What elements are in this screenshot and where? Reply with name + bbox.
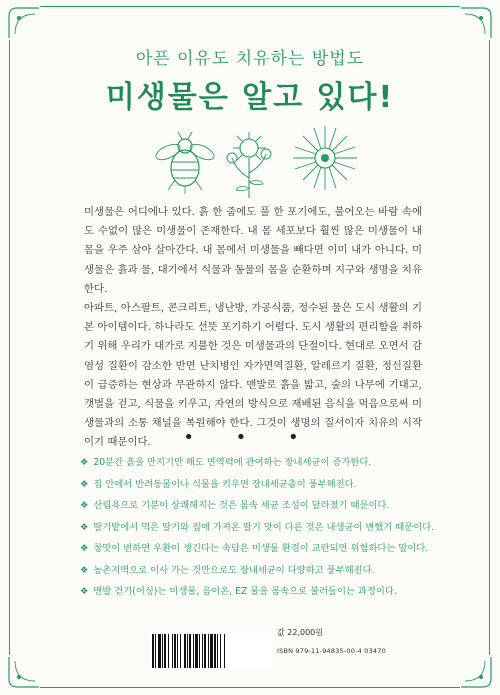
cover-title: 미생물은 알고 있다! bbox=[105, 80, 395, 115]
frame-top-line bbox=[40, 6, 460, 7]
corner-ornament-icon bbox=[5, 4, 39, 38]
flower-plant-icon bbox=[214, 118, 284, 198]
barcode-icon bbox=[150, 633, 272, 669]
diamond-bullet-icon: ❖ bbox=[80, 543, 89, 554]
corner-ornament-icon bbox=[461, 4, 495, 38]
key-point-item: ❖ 산림욕으로 기분이 상쾌해지는 것은 몸속 세균 조성이 달라졌기 때문이다. bbox=[80, 500, 390, 511]
key-points-list bbox=[80, 452, 435, 603]
corner-ornament-icon bbox=[5, 657, 39, 691]
key-point-item: ❖ 딸기밭에서 먹은 딸기와 집에 가져온 딸기 맛이 다른 것은 내생균이 변했기 때문이다. bbox=[80, 521, 435, 533]
description-paragraph-2: 아파트, 아스팔트, 콘크리트, 냉난방, 가공식품, 정수된 물은 도시 생활의 기본 아이템이다. 하나라도 선뜻 포기하기 어렵다. 도시 생활의 편리함을 취하기 위해 우리가 대가로 지불한 것은 미생물과의 단절이다. 현대로 오면서 감염성 질환이 감소한 반면 난치병인 자가면역질환, 알레르기 질환, 정신질환이 급증하는 현상과 무관하지 않다. 맨발로 흙을 밟고, 숲의 나무에 기대고, 갯벌을 걷고, 식물을 키우고, 자연의 방식으로 재배된 음식을 먹음으로써 미생물과의 소통 채널을 복원해야 한다. 그것이 생명의 질서이자 치유의 시작이기 때문이다. bbox=[84, 302, 422, 449]
diamond-bullet-icon: ❖ bbox=[80, 564, 89, 576]
diamond-bullet-icon: ❖ bbox=[80, 586, 89, 597]
key-point-item: ❖ 농촌지역으로 이사 가는 것만으로도 장내세균이 다양하고 풍부해진다. bbox=[80, 564, 375, 576]
isbn-label: ISBN 979-11-94835-00-4 03470 bbox=[277, 647, 386, 655]
corner-ornament-icon bbox=[461, 657, 495, 691]
diamond-bullet-icon: ❖ bbox=[80, 457, 89, 468]
diamond-bullet-icon: ❖ bbox=[80, 500, 89, 511]
key-point-item: ❖ 집 안에서 반려동물이나 식물을 키우면 장내세균총이 풍부해진다. bbox=[80, 478, 357, 490]
cover-subtitle: 아픈 이유도 치유하는 방법도 bbox=[135, 49, 365, 69]
key-point-item: ❖ 창맛이 변하면 우환이 생긴다는 속담은 미생물 환경이 교란되면 위험하다는 말이다. bbox=[80, 543, 429, 554]
description-paragraph-1: 미생물은 어디에나 있다. 흙 한 줌에도 풀 한 포기에도, 불어오는 바람 속에도 수없이 많은 미생물이 존재한다. 내 몸 세포보다 훨씬 많은 미생물이 내 몸을 우주 삼아 살아간다. 내 몸에서 미생물을 빼다면 이미 내가 아니다. 미생물은 흙과 물, 대기에서 식물과 동물의 몸을 순환하며 지구와 생명을 치유한다. bbox=[84, 206, 422, 295]
price-label: 값 22,000원 bbox=[277, 628, 323, 637]
section-separator: • • • bbox=[183, 427, 317, 448]
dandelion-flower-icon bbox=[290, 118, 360, 198]
frame-left-line bbox=[9, 40, 10, 655]
key-point-item: ❖ 20분간 흙을 만지기만 해도 면역력에 관여하는 장내세균이 증가한다. bbox=[80, 457, 372, 468]
frame-bottom-line bbox=[40, 687, 460, 688]
diamond-bullet-icon: ❖ bbox=[80, 478, 89, 490]
diamond-bullet-icon: ❖ bbox=[80, 521, 89, 533]
frame-right-line bbox=[489, 40, 490, 655]
description-text bbox=[84, 203, 422, 453]
key-point-item: ❖ 맨발 걷기(어싱)는 미생물, 음이온, EZ 물을 몸속으로 불러들이는 과정이다. bbox=[80, 586, 397, 597]
bee-icon bbox=[150, 118, 220, 198]
